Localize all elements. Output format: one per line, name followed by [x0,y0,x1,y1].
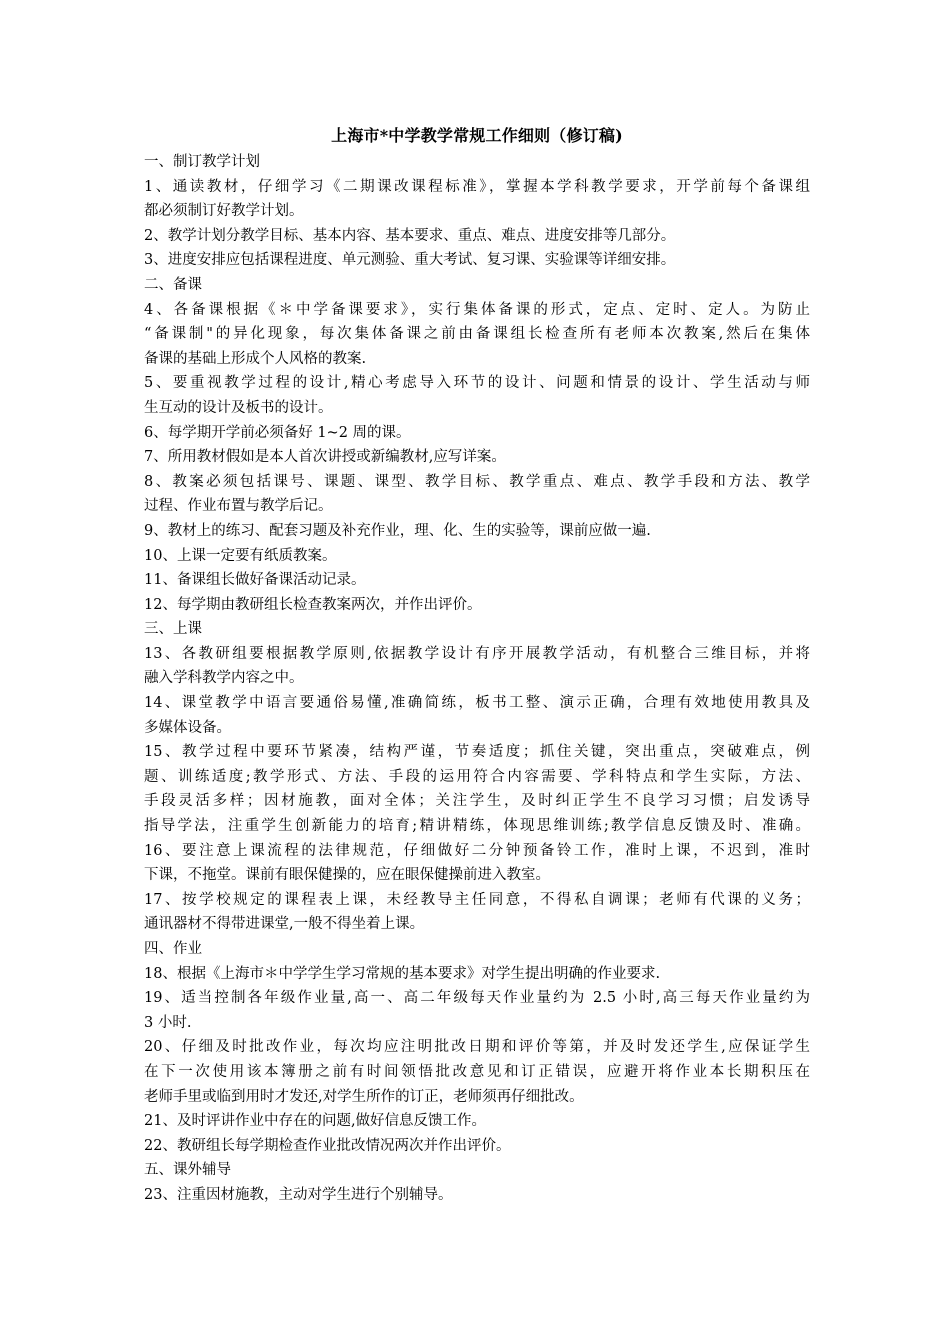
document-line: 2、教学计划分教学目标、基本内容、基本要求、重点、难点、进度安排等几部分。 [144,227,676,244]
document-line: 指导学法，注重学生创新能力的培育;精讲精练，体现思维训练;教学信息反馈及时、准确。 [144,818,810,835]
document-line: 1、通读教材，仔细学习《二期课改课程标准》，掌握本学科教学要求，开学前每个备课组 [144,178,810,195]
document-line: 19、适当控制各年级作业量,高一、高二年级每天作业量约为 2.5 小时,高三每天作业量约为 [144,990,810,1007]
document-line: 在下一次使用该本簿册之前有时间领悟批改意见和订正错误，应避开将作业本长期积压在 [144,1063,810,1080]
document-line: 7、所用教材假如是本人首次讲授或新编教材,应写详案。 [144,449,506,466]
document-line: 通讯器材不得带进课堂,一般不得坐着上课。 [144,916,425,933]
document-line: 13、各教研组要根据教学原则,依据教学设计有序开展教学活动，有机整合三维目标，并将 [144,645,810,662]
document-line: 备课的基础上形成个人风格的教案. [144,350,367,367]
document-line: 5、要重视教学过程的设计,精心考虑导入环节的设计、问题和情景的设计、学生活动与师 [144,375,810,392]
document-line: 3 小时. [144,1014,192,1031]
document-line: 14、课堂教学中语言要通俗易懂,准确简练，板书工整、演示正确，合理有效地使用教具及 [144,695,810,712]
document-line: 3、进度安排应包括课程进度、单元测验、重大考试、复习课、实验课等详细安排。 [144,252,676,269]
document-line: 9、教材上的练习、配套习题及补充作业，理、化、生的实验等，课前应做一遍. [144,522,651,539]
document-line: 23、注重因材施教，主动对学生进行个别辅导。 [144,1186,453,1203]
document-line: 10、上课一定要有纸质教案。 [144,547,337,564]
document-line: “备课制"的异化现象，每次集体备课之前由备课组长检查所有老师本次教案,然后在集体 [144,326,810,343]
document-page [144,124,810,1208]
document-line: 过程、作业布置与教学后记。 [144,498,333,515]
document-line: 生互动的设计及板书的设计。 [144,399,333,416]
document-line: 17、按学校规定的课程表上课，未经教导主任同意，不得私自调课；老师有代课的义务； [144,891,810,908]
document-line: 下课，不拖堂。课前有眼保健操的，应在眼保健操前进入教室。 [144,867,550,884]
document-line: 18、根据《上海市＊中学学生学习常规的基本要求》对学生提出明确的作业要求. [144,965,661,982]
document-line: 手段灵活多样；因材施教，面对全体；关注学生，及时纠正学生不良学习习惯；启发诱导 [144,793,810,810]
document-line: 11、备课组长做好备课活动记录。 [144,572,366,589]
document-line: 15、教学过程中要环节紧凑，结构严谨，节奏适度；抓住关键，突出重点，突破难点，例 [144,744,810,761]
document-line: 融入学科教学内容之中。 [144,670,304,687]
document-line: 三、上课 [144,621,202,638]
document-line: 22、教研组长每学期检查作业批改情况两次并作出评价。 [144,1137,511,1154]
document-line: 题、训练适度;教学形式、方法、手段的运用符合内容需要、学科特点和学生实际，方法、 [144,768,810,785]
document-line: 4、各备课根据《＊中学备课要求》，实行集体备课的形式，定点、定时、定人。为防止 [144,301,810,318]
document-line: 12、每学期由教研组长检查教案两次，并作出评价。 [144,596,482,613]
document-line: 老师手里或临到用时才发还,对学生所作的订正，老师须再仔细批改。 [144,1088,584,1105]
document-body [144,150,810,1208]
document-line: 四、作业 [144,941,202,957]
document-line: 20、仔细及时批改作业，每次均应注明批改日期和评价等第，并及时发还学生,应保证学生 [144,1039,810,1056]
document-line: 一、制订教学计划 [144,154,260,170]
document-line: 16、要注意上课流程的法律规范，仔细做好二分钟预备铃工作，准时上课，不迟到，准时 [144,842,810,859]
document-line: 21、及时评讲作业中存在的问题,做好信息反馈工作。 [144,1113,487,1130]
document-line: 8、教案必须包括课号、课题、课型、教学目标、教学重点、难点、教学手段和方法、教学 [144,473,810,490]
document-line: 多媒体设备。 [144,719,231,736]
document-title: 上海市*中学教学常规工作细则（修订稿) [331,126,623,145]
document-line: 都必须制订好教学计划。 [144,203,304,220]
document-line: 6、每学期开学前必须备好 1~2 周的课。 [144,424,411,441]
document-line: 二、备课 [144,276,202,293]
document-line: 五、课外辅导 [144,1162,231,1179]
